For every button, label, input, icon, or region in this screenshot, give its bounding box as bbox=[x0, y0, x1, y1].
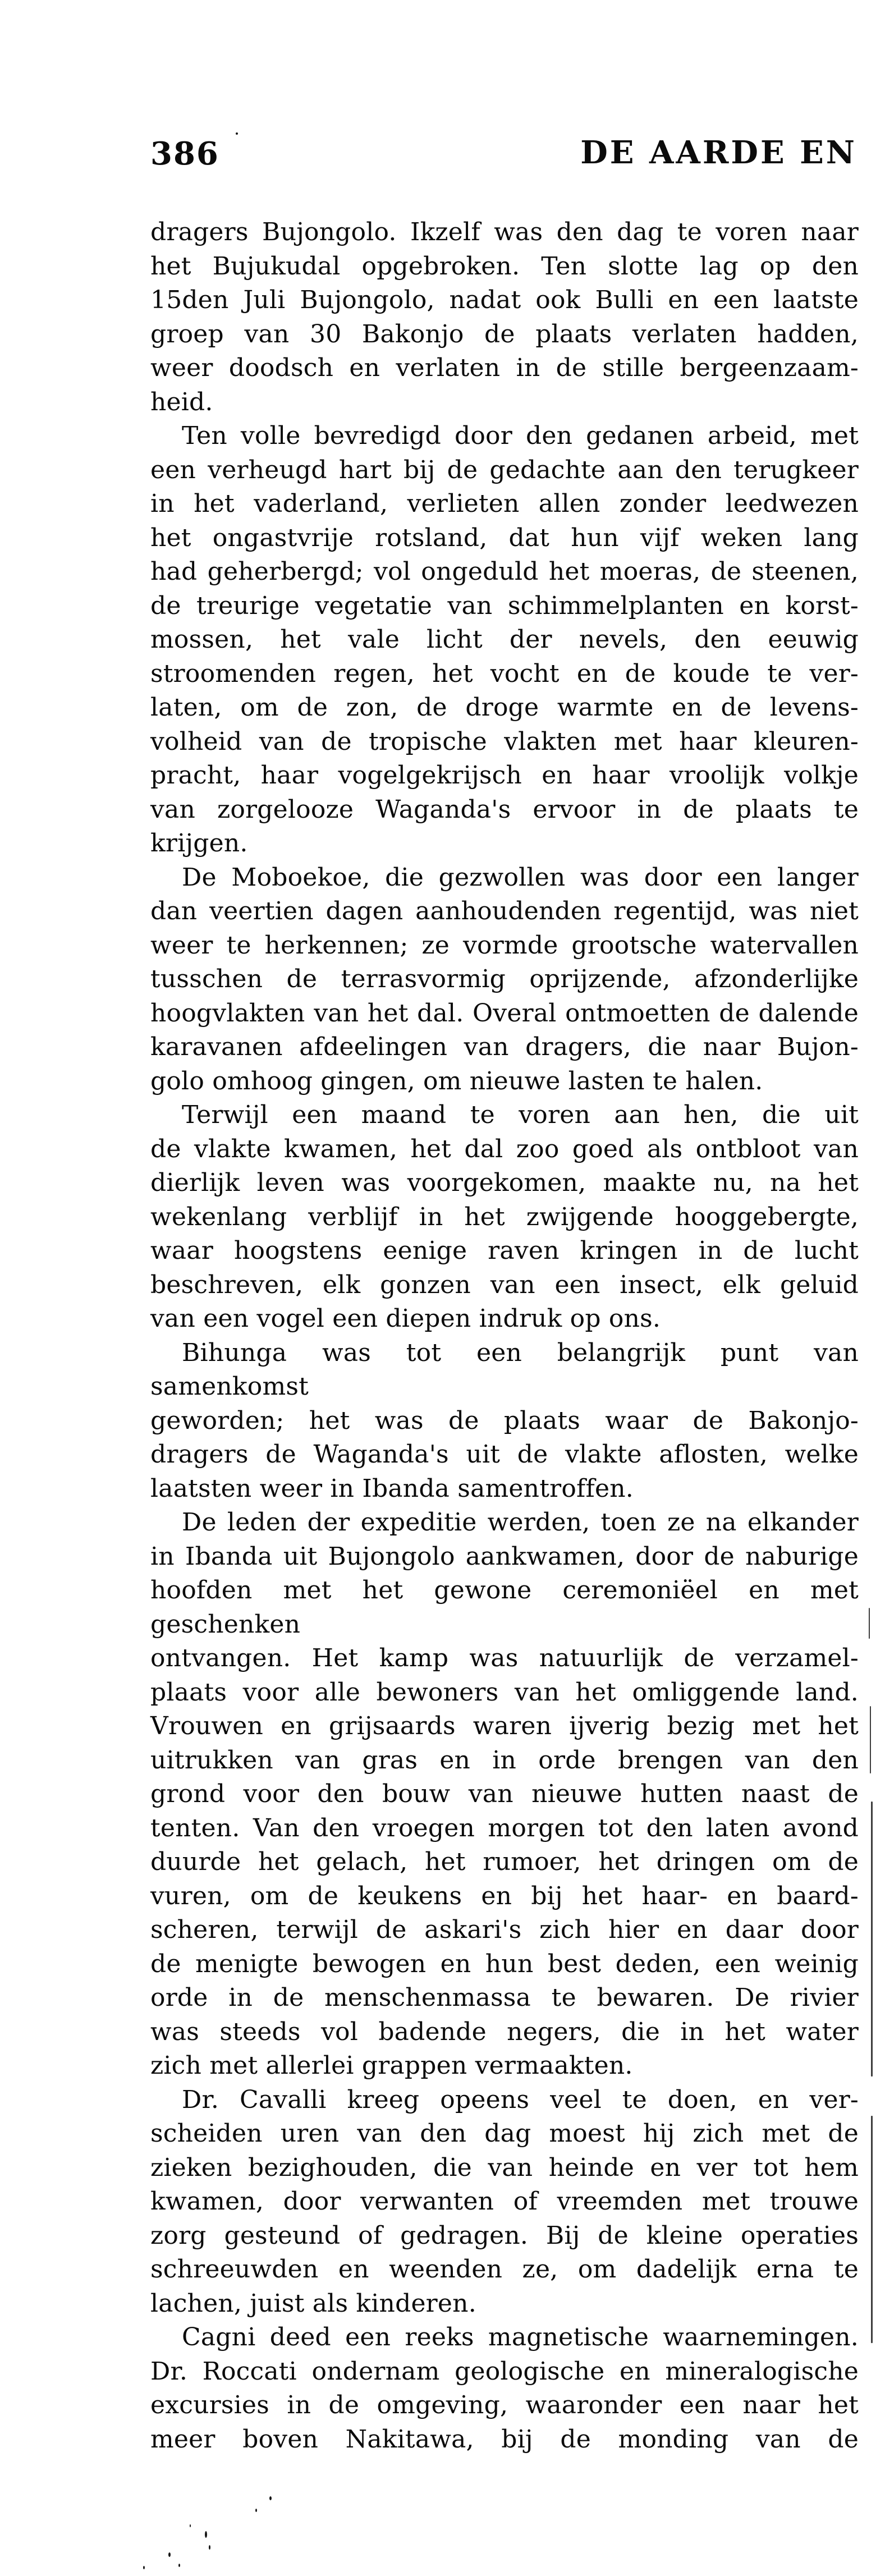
text-line: scheiden uren van den dag moest hij zich met de bbox=[150, 2119, 859, 2148]
text-line: Terwijl een maand te voren aan hen, die uit bbox=[182, 1101, 859, 1129]
text-line: uitrukken van gras en in orde brengen van den bbox=[150, 1745, 859, 1775]
text-line: had geherbergd; vol ongeduld het moeras, de steenen, bbox=[150, 557, 859, 586]
text-line: duurde het gelach, het rumoer, het dringen om de bbox=[150, 1848, 859, 1876]
scan-noise bbox=[209, 2545, 210, 2550]
running-title: DE AARDE EN bbox=[580, 134, 857, 171]
text-line: heid. bbox=[150, 387, 213, 416]
scan-noise bbox=[168, 2552, 171, 2557]
text-line: pracht, haar vogelgekrijsch en haar vroolijk volkje bbox=[150, 761, 859, 790]
text-line: zich met allerlei grappen vermaakten. bbox=[150, 2051, 633, 2080]
text-line: ontvangen. Het kamp was natuurlijk de verzamel- bbox=[150, 1644, 859, 1672]
paragraph bbox=[150, 1506, 859, 2083]
text-line: zorg gesteund of gedragen. Bij de kleine operaties bbox=[150, 2221, 859, 2250]
text-line: De leden der expeditie werden, toen ze na elkander bbox=[182, 1508, 859, 1537]
scan-noise bbox=[178, 2564, 180, 2567]
text-line: stroomenden regen, het vocht en de koude te ver- bbox=[150, 659, 859, 688]
text-line: weer doodsch en verlaten in de stille bergeenzaam- bbox=[150, 354, 859, 382]
scan-noise bbox=[205, 2531, 207, 2538]
text-line: Vrouwen en grijsaards waren ijverig bezig met het bbox=[150, 1712, 859, 1740]
text-line: het Bujukudal opgebroken. Ten slotte lag op den bbox=[150, 251, 859, 281]
text-line: orde in de menschenmassa te bewaren. De rivier bbox=[150, 1983, 859, 2012]
text-line: laten, om de zon, de droge warmte en de levens- bbox=[150, 693, 859, 722]
paragraph bbox=[150, 2321, 859, 2456]
scan-edge-mark bbox=[871, 1802, 873, 2077]
text-line: golo omhoog gingen, om nieuwe lasten te halen. bbox=[150, 1066, 763, 1096]
text-line: schreeuwden en weenden ze, om dadelijk erna te bbox=[150, 2255, 859, 2284]
paragraph bbox=[150, 2083, 859, 2321]
text-line: Cagni deed een reeks magnetische waarnemingen. bbox=[182, 2323, 859, 2352]
text-line: wekenlang verblijf in het zwijgende hooggebergte, bbox=[150, 1202, 859, 1231]
paragraph bbox=[150, 861, 859, 1099]
text-line: krijgen. bbox=[150, 829, 248, 858]
text-line: karavanen afdeelingen van dragers, die naar Bujon- bbox=[150, 1033, 859, 1061]
text-line: volheid van de tropische vlakten met haar kleuren- bbox=[150, 727, 859, 756]
text-line: vuren, om de keukens en bij het haar- en baard- bbox=[150, 1881, 859, 1910]
text-line: weer te herkennen; ze vormde grootsche watervallen bbox=[150, 931, 859, 960]
scan-noise bbox=[269, 2496, 272, 2500]
text-line: de treurige vegetatie van schimmelplanten en korst- bbox=[150, 591, 859, 620]
scan-noise bbox=[143, 2566, 145, 2569]
text-line: van zorgelooze Waganda's ervoor in de plaats te bbox=[150, 795, 859, 824]
text-line: groep van 30 Bakonjo de plaats verlaten hadden, bbox=[150, 319, 859, 349]
text-line: zieken bezighouden, die van heinde en ver tot hem bbox=[150, 2153, 859, 2182]
scan-edge-mark bbox=[871, 2116, 873, 2343]
scan-edge-mark bbox=[870, 1706, 871, 1773]
text-line: een verheugd hart bij de gedachte aan den terugkeer bbox=[150, 455, 859, 484]
text-line: excursies in de omgeving, waaronder een naar het bbox=[150, 2391, 859, 2419]
text-line: scheren, terwijl de askari's zich hier en daar door bbox=[150, 1915, 859, 1944]
text-line: tusschen de terrasvormig oprijzende, afzonderlijke bbox=[150, 965, 859, 993]
text-line: was steeds vol badende negers, die in het water bbox=[150, 2017, 859, 2046]
text-block bbox=[150, 216, 859, 2456]
text-line: dan veertien dagen aanhoudenden regentijd, was niet bbox=[150, 897, 859, 925]
text-line: beschreven, elk gonzen van een insect, elk geluid bbox=[150, 1270, 859, 1299]
text-line: 15den Juli Bujongolo, nadat ook Bulli en een laatste bbox=[150, 286, 859, 314]
text-line: hoofden met het gewone ceremoniëel en met geschenken bbox=[150, 1576, 859, 1639]
page-number: 386 bbox=[150, 135, 219, 172]
text-line: meer boven Nakitawa, bij de monding van de bbox=[150, 2424, 859, 2454]
text-line: hoogvlakten van het dal. Overal ontmoetten de dalende bbox=[150, 998, 859, 1028]
scan-noise bbox=[236, 132, 238, 135]
text-line: lachen, juist als kinderen. bbox=[150, 2289, 476, 2318]
text-line: mossen, het vale licht der nevels, den eeuwig bbox=[150, 625, 859, 654]
text-line: in het vaderland, verlieten allen zonder leedwezen bbox=[150, 489, 859, 518]
paragraph bbox=[150, 216, 859, 419]
text-line: Bihunga was tot een belangrijk punt van samenkomst bbox=[150, 1338, 859, 1401]
text-line: De Moboekoe, die gezwollen was door een langer bbox=[182, 863, 859, 892]
scan-noise bbox=[255, 2509, 257, 2512]
scan-noise bbox=[190, 2524, 191, 2527]
text-line: laatsten weer in Ibanda samentroffen. bbox=[150, 1474, 634, 1503]
paragraph bbox=[150, 1336, 859, 1506]
text-line: in Ibanda uit Bujongolo aankwamen, door de naburige bbox=[150, 1542, 859, 1571]
text-line: dragers Bujongolo. Ikzelf was den dag te voren naar bbox=[150, 218, 859, 246]
text-line: plaats voor alle bewoners van het omliggende land. bbox=[150, 1677, 859, 1707]
text-line: dragers de Waganda's uit de vlakte aflosten, welke bbox=[150, 1440, 859, 1469]
text-line: de menigte bewogen en hun best deden, een weinig bbox=[150, 1949, 859, 1978]
text-line: de vlakte kwamen, het dal zoo goed als ontbloot van bbox=[150, 1134, 859, 1163]
text-line: grond voor den bouw van nieuwe hutten naast de bbox=[150, 1780, 859, 1808]
paragraph bbox=[150, 419, 859, 861]
text-line: Dr. Roccati ondernam geologische en mineralogische bbox=[150, 2357, 859, 2386]
text-line: van een vogel een diepen indruk op ons. bbox=[150, 1304, 661, 1333]
text-line: het ongastvrije rotsland, dat hun vijf weken lang bbox=[150, 523, 859, 552]
text-line: kwamen, door verwanten of vreemden met trouwe bbox=[150, 2187, 859, 2216]
text-line: Dr. Cavalli kreeg opeens veel te doen, en ver- bbox=[182, 2085, 859, 2114]
text-line: dierlijk leven was voorgekomen, maakte nu, na het bbox=[150, 1168, 859, 1197]
paragraph bbox=[150, 1098, 859, 1336]
text-line: Ten volle bevredigd door den gedanen arbeid, met bbox=[182, 421, 859, 450]
text-line: waar hoogstens eenige raven kringen in de lucht bbox=[150, 1236, 859, 1265]
scan-edge-mark bbox=[869, 1608, 870, 1639]
text-line: geworden; het was de plaats waar de Bakonjo- bbox=[150, 1406, 859, 1435]
text-line: tenten. Van den vroegen morgen tot den laten avond bbox=[150, 1813, 859, 1842]
